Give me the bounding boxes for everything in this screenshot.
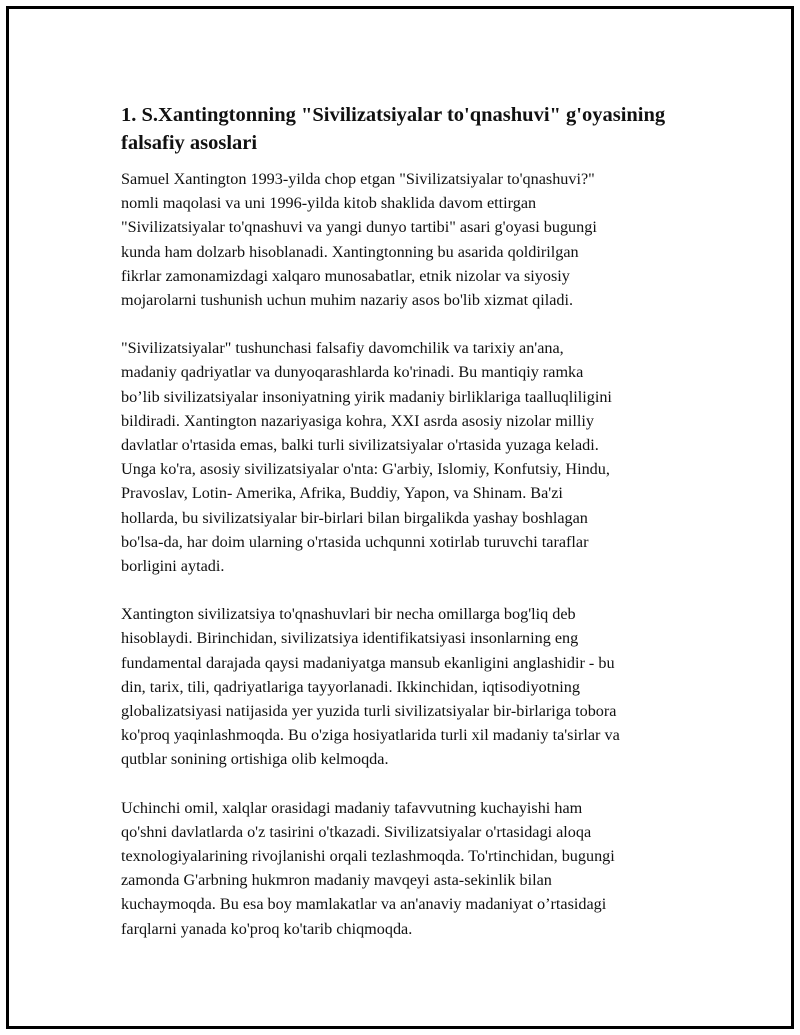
paragraph-3	[121, 602, 696, 771]
text-line: Samuel Xantington 1993-yilda chop etgan "Sivilizatsiyalar to'qnashuvi?"	[121, 170, 595, 188]
document-body	[121, 101, 696, 965]
paragraph-2	[121, 336, 696, 578]
text-line: kunda ham dolzarb hisoblanadi. Xantingtonning bu asarida qoldirilgan	[121, 242, 579, 261]
text-line: bo’lib sivilizatsiyalar insoniyatning yirik madaniy birliklariga taalluqliligini	[121, 387, 612, 406]
text-line: madaniy qadriyatlar va dunyoqarashlarda ko'rinadi. Bu mantiqiy ramka	[121, 363, 584, 382]
text-line: fikrlar zamonamizdagi xalqaro munosabatlar, etnik nizolar va siyosiy	[121, 266, 570, 285]
text-line: zamonda G'arbning hukmron madaniy mavqeyi asta-sekinlik bilan	[121, 871, 552, 890]
text-line: kuchaymoqda. Bu esa boy mamlakatlar va an'anaviy madaniyat o’rtasidagi	[121, 895, 607, 914]
text-line: hollarda, bu sivilizatsiyalar bir-birlari bilan birgalikda yashay boshlagan	[121, 508, 588, 527]
text-line: Pravoslav, Lotin- Amerika, Afrika, Buddiy, Yapon, va Shinam. Ba'zi	[121, 484, 563, 503]
text-line: borligini aytadi.	[121, 557, 225, 576]
text-line: "Sivilizatsiyalar" tushunchasi falsafiy davomchilik va tarixiy an'ana,	[121, 339, 564, 358]
text-line: hisoblaydi. Birinchidan, sivilizatsiya identifikatsiyasi insonlarning eng	[121, 629, 579, 648]
text-line: davlatlar o'rtasida emas, balki turli sivilizatsiyalar o'rtasida yuzaga keladi.	[121, 436, 599, 455]
text-line: "Sivilizatsiyalar to'qnashuvi va yangi dunyo tartibi" asari g'oyasi bugungi	[121, 218, 597, 237]
heading-line: 1. S.Xantingtonning "Sivilizatsiyalar to'qnashuvi" g'oyasining	[121, 104, 666, 126]
heading-line: falsafiy asoslari	[121, 132, 258, 154]
text-line: ko'proq yaqinlashmoqda. Bu o'ziga hosiyatlarida turli xil madaniy ta'sirlar va	[121, 726, 620, 745]
text-line: fundamental darajada qaysi madaniyatga mansub ekanligini anglashidir - bu	[121, 653, 615, 672]
text-line: globalizatsiyasi natijasida yer yuzida turli sivilizatsiyalar bir-birlariga tobora	[121, 702, 617, 721]
text-line: Xantington sivilizatsiya to'qnashuvlari bir necha omillarga bog'liq deb	[121, 605, 576, 624]
paragraph-4	[121, 796, 696, 941]
text-line: qutblar sonining ortishiga olib kelmoqda.	[121, 750, 389, 769]
paragraph-1	[121, 167, 696, 312]
text-line: din, tarix, tili, qadriyatlariga tayyorlanadi. Ikkinchidan, iqtisodiyotning	[121, 677, 580, 696]
text-line: texnologiyalarining rivojlanishi orqali tezlashmoqda. To'rtinchidan, bugungi	[121, 847, 615, 866]
text-line: farqlarni yanada ko'proq ko'tarib chiqmoqda.	[121, 919, 413, 938]
page-frame	[6, 6, 794, 1029]
text-line: mojarolarni tushunish uchun muhim nazariy asos bo'lib xizmat qiladi.	[121, 291, 574, 310]
text-line: bildiradi. Xantington nazariyasiga kohra, XXI asrda asosiy nizolar milliy	[121, 411, 594, 430]
text-line: Unga ko'ra, asosiy sivilizatsiyalar o'nta: G'arbiy, Islomiy, Konfutsiy, Hindu,	[121, 460, 610, 479]
text-line: qo'shni davlatlarda o'z tasirini o'tkazadi. Sivilizatsiyalar o'rtasidagi aloqa	[121, 822, 592, 841]
text-line: nomli maqolasi va uni 1996-yilda kitob shaklida davom ettirgan	[121, 194, 537, 213]
text-line: bo'lsa-da, har doim ularning o'rtasida uchqunni xotirlab turuvchi taraflar	[121, 532, 589, 551]
text-line: Uchinchi omil, xalqlar orasidagi madaniy tafavvutning kuchayishi ham	[121, 798, 583, 817]
section-heading	[121, 101, 696, 157]
